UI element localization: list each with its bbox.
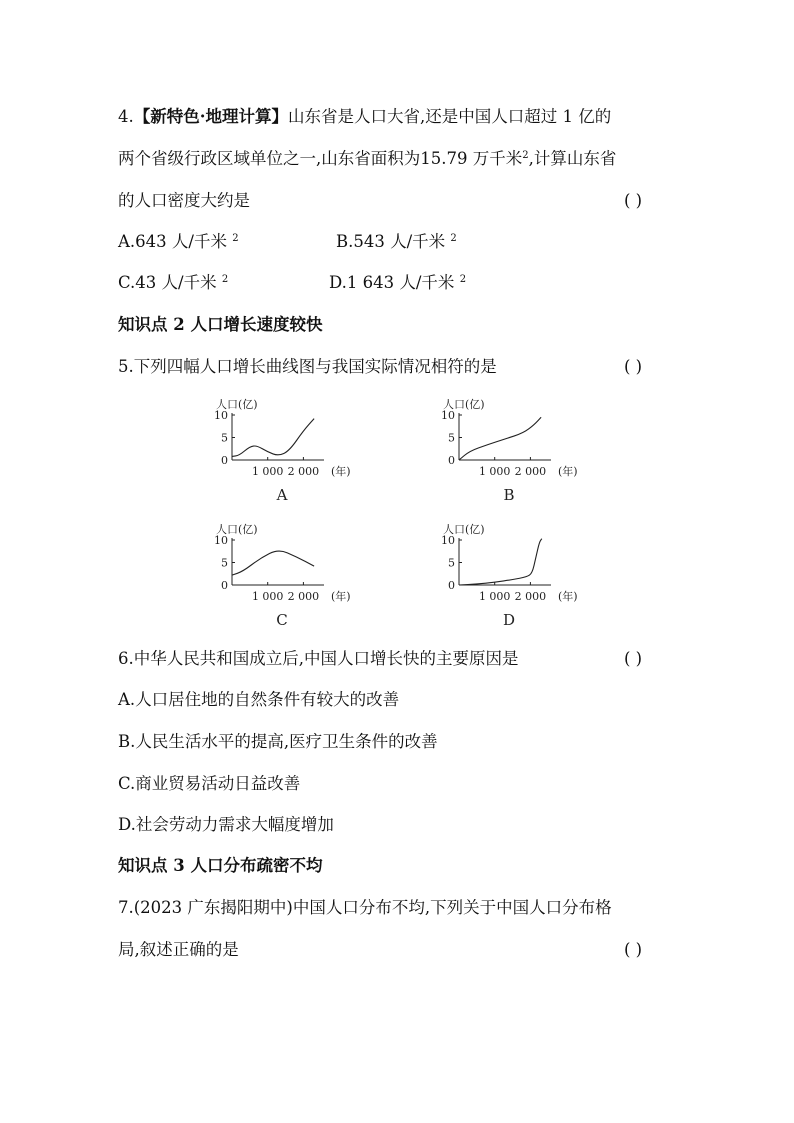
y-tick-label: 0 (221, 454, 228, 467)
q4-line2-text: 两个省级行政区域单位之一,山东省面积为15.79 万千米 (118, 149, 523, 168)
q7-answer-paren: ( ) (624, 940, 643, 959)
y-tick-label: 5 (448, 431, 455, 445)
q6-stem: 6.中华人民共和国成立后,中国人口增长快的主要原因是 (118, 649, 519, 668)
y-tick-label: 10 (441, 534, 455, 547)
y-tick-label: 0 (448, 454, 455, 467)
y-axis-title: 人口(亿) (216, 398, 258, 411)
x-axis-unit: (年) (331, 465, 351, 478)
q7-line1: 7.(2023 广东揭阳期中)中国人口分布不均,下列关于中国人口分布格 (118, 898, 612, 917)
graph-letter: C (276, 611, 288, 629)
x-tick-label: 2 000 (514, 465, 547, 478)
q4-option-d-text: D.1 643 人/千米 (329, 273, 455, 292)
q5-answer-paren: ( ) (624, 357, 643, 376)
q6-answer-paren: ( ) (624, 649, 643, 668)
y-axis-title: 人口(亿) (443, 523, 485, 536)
y-tick-label: 0 (221, 579, 228, 592)
q4-option-c-sup: 2 (221, 274, 229, 285)
x-axis-unit: (年) (558, 590, 578, 603)
q4-option-b-text: B.543 人/千米 (336, 232, 446, 251)
q4-answer-paren: ( ) (624, 191, 643, 210)
x-tick-label: 2 000 (287, 590, 320, 603)
y-tick-label: 10 (214, 409, 228, 422)
q4-number: 4. (118, 107, 134, 126)
x-axis-unit: (年) (558, 465, 578, 478)
y-tick-label: 10 (214, 534, 228, 547)
q5-stem: 5.下列四幅人口增长曲线图与我国实际情况相符的是 (118, 357, 497, 376)
x-tick-label: 1 000 (251, 590, 284, 603)
x-tick-label: 1 000 (478, 590, 511, 603)
y-tick-label: 5 (221, 556, 228, 570)
y-tick-label: 0 (448, 579, 455, 592)
q6-option-b: B.人民生活水平的提高,医疗卫生条件的改善 (118, 732, 438, 751)
graph-letter: A (276, 486, 288, 504)
q4-option-d-sup: 2 (459, 274, 467, 285)
graph-letter: B (503, 486, 515, 504)
q6-option-c: C.商业贸易活动日益改善 (118, 774, 301, 793)
q4-option-a-text: A.643 人/千米 (118, 232, 227, 251)
x-tick-label: 2 000 (514, 590, 547, 603)
x-tick-label: 1 000 (478, 465, 511, 478)
q4-line1-text: 山东省是人口大省,还是中国人口超过 1 亿的 (288, 107, 612, 126)
q4-line3: 的人口密度大约是 (118, 191, 250, 210)
y-axis-title: 人口(亿) (443, 398, 485, 411)
population-curve (459, 539, 542, 585)
q6-option-a: A.人口居住地的自然条件有较大的改善 (118, 690, 400, 709)
q7-line2: 局,叙述正确的是 (118, 940, 239, 959)
graph-letter: D (502, 611, 516, 629)
q4-option-a-sup: 2 (232, 233, 239, 244)
y-tick-label: 5 (221, 431, 228, 445)
q4-line2-sup: 2 (522, 150, 529, 161)
q4-option-b-sup: 2 (450, 233, 457, 244)
q4-option-c-text: C.43 人/千米 (118, 273, 217, 292)
q6-option-d: D.社会劳动力需求大幅度增加 (118, 815, 334, 834)
x-tick-label: 1 000 (251, 465, 284, 478)
section-heading-2: 知识点 2 人口增长速度较快 (118, 315, 323, 334)
q4-line2-post: ,计算山东省 (528, 149, 617, 168)
y-axis-title: 人口(亿) (216, 523, 258, 536)
y-tick-label: 10 (441, 409, 455, 422)
y-tick-label: 5 (448, 556, 455, 570)
x-tick-label: 2 000 (287, 465, 320, 478)
section-heading-3: 知识点 3 人口分布疏密不均 (118, 856, 323, 875)
x-axis-unit: (年) (331, 590, 351, 603)
q4-tag: 【新特色·地理计算】 (133, 107, 288, 126)
